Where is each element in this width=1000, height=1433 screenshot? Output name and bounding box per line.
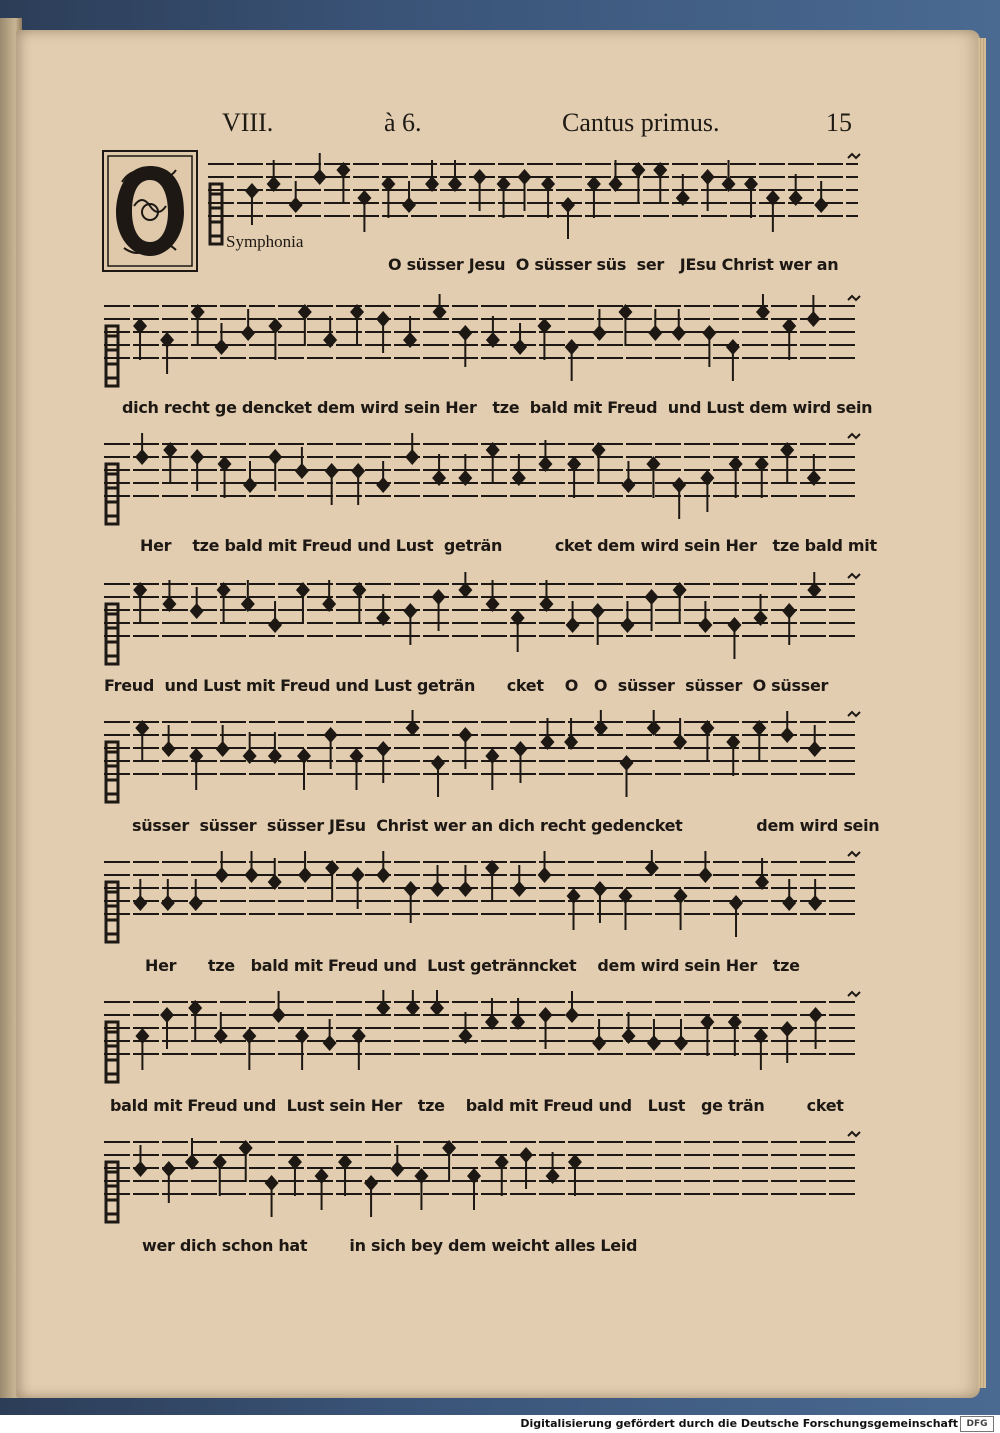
lyric-line-7: bald mit Freud und Lust sein Her tze bald mit Freud und Lust ge trän cket (110, 1096, 844, 1115)
page-number: 15 (826, 108, 852, 137)
lyric-line-3: Her tze bald mit Freud und Lust geträn cket dem wird sein Her tze bald mit (140, 536, 877, 555)
part-name: Cantus primus. (562, 108, 720, 137)
music-staff (100, 430, 862, 530)
music-staff (100, 292, 862, 392)
lyric-line-5: süsser süsser süsser JEsu Christ wer an dich recht gedencket dem wird sein (132, 816, 880, 835)
page-fore-edge (978, 38, 986, 1388)
lyric-line-2: dich recht ge dencket dem wird sein Her tze bald mit Freud und Lust dem wird sein (122, 398, 873, 417)
music-staff (100, 570, 862, 670)
dfg-logo: DFG (960, 1416, 994, 1432)
lyric-line-6: Her tze bald mit Freud und Lust getränncket dem wird sein Her tze (145, 956, 800, 975)
music-staff (100, 848, 862, 948)
lyric-line-4: Freud und Lust mit Freud und Lust geträn cket O O süsser süsser O süsser (104, 676, 829, 695)
piece-number: VIII. (222, 108, 274, 137)
symphonia-label: Symphonia (226, 232, 304, 251)
lyric-line-8: wer dich schon hat in sich bey dem weicht alles Leid (142, 1236, 638, 1255)
music-staff (100, 708, 862, 808)
voice-count: à 6. (384, 108, 422, 137)
music-staff (100, 150, 862, 250)
music-staff (100, 988, 862, 1088)
footer-credit: Digitalisierung gefördert durch die Deutsche Forschungsgemeinschaft (520, 1417, 958, 1430)
lyric-line-1: O süsser Jesu O süsser süs ser JEsu Christ wer an (388, 255, 839, 274)
music-staff (100, 1128, 862, 1228)
